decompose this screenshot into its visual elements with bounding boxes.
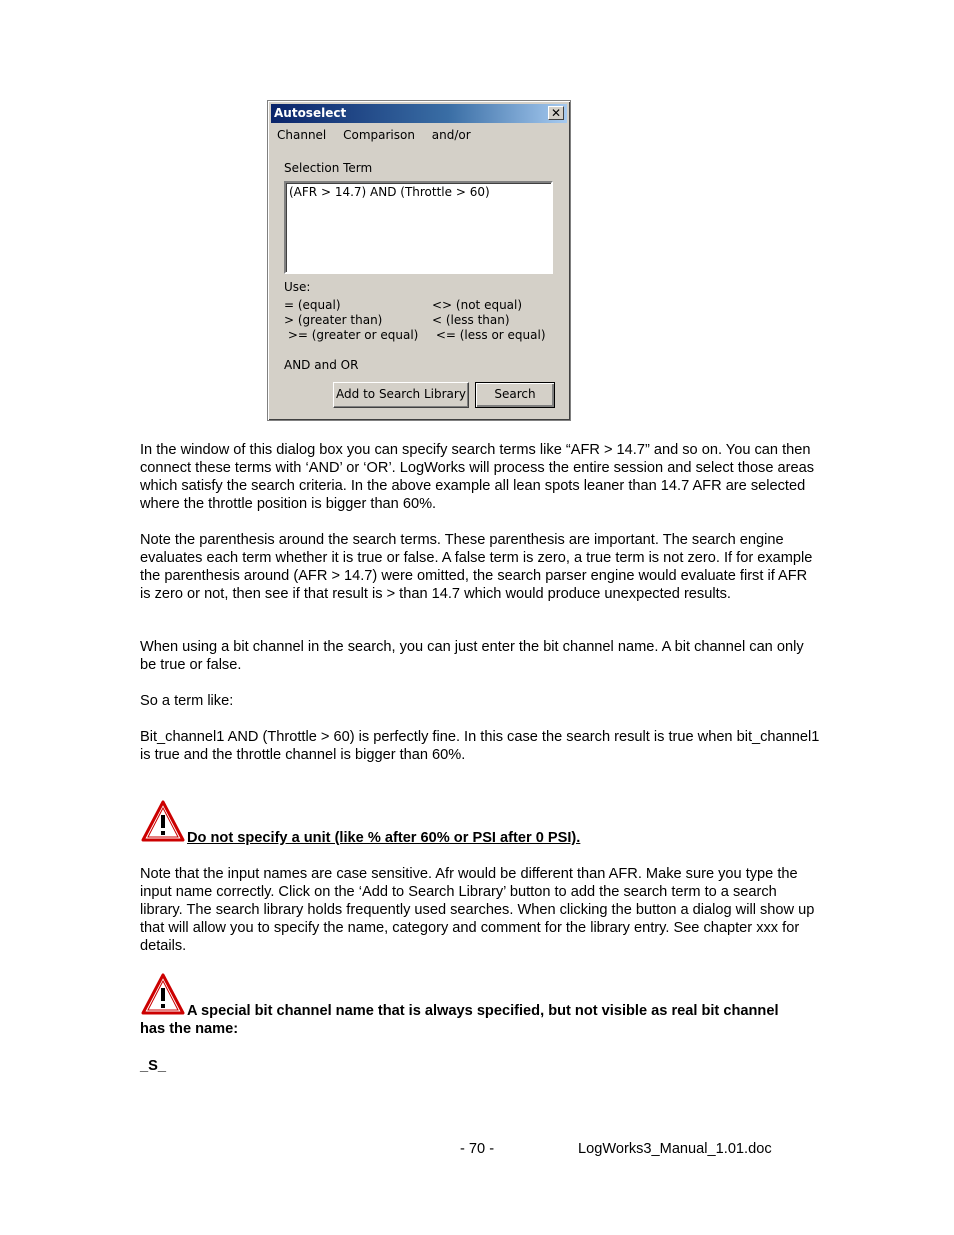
use-label: Use:	[284, 280, 311, 294]
paragraph-intro: In the window of this dialog box you can specify search terms like “AFR > 14.7” and so on. You can then connect these terms with ‘AND’ or ‘OR’. LogWorks will process the entire session and select those areas which satisfy the search criteria. In the above example all lean spots leaner than 14.7 AFR are selected where the throttle position is bigger than 60%.	[140, 442, 815, 512]
autoselect-dialog	[267, 100, 571, 421]
menu-and-or[interactable]: and/or	[431, 128, 471, 142]
warning-special-channel-text: A special bit channel name that is always specified, but not visible as real bit channel has the name:	[140, 1003, 779, 1037]
menu-comparison[interactable]: Comparison	[343, 128, 415, 142]
operator-greater-equal: >= (greater or equal)	[284, 328, 419, 342]
search-button[interactable]: Search	[475, 382, 555, 408]
add-to-search-library-button[interactable]: Add to Search Library	[333, 382, 469, 408]
dialog-menubar	[277, 128, 484, 144]
operator-not-equal: <> (not equal)	[432, 298, 523, 312]
operator-equal: = (equal)	[284, 298, 341, 312]
warning-unit-text: Do not specify a unit (like % after 60% or PSI after 0 PSI).	[187, 830, 581, 846]
page-number: - 70 -	[460, 1141, 495, 1157]
paragraph-bit-example: Bit_channel1 AND (Throttle > 60) is perfectly fine. In this case the search result is true when bit_channel1 is true and the throttle channel is bigger than 60%.	[140, 729, 820, 763]
document-filename: LogWorks3_Manual_1.01.doc	[578, 1141, 772, 1157]
warning-triangle-icon	[141, 800, 185, 842]
selection-term-label: Selection Term	[284, 161, 373, 175]
operator-less-equal: <= (less or equal)	[432, 328, 546, 342]
paragraph-bit-channel: When using a bit channel in the search, you can just enter the bit channel name. A bit channel can only be true or false.	[140, 639, 804, 673]
close-icon[interactable]: ✕	[548, 106, 564, 120]
paragraph-parenthesis: Note the parenthesis around the search terms. These parenthesis are important. The search engine evaluates each term whether it is true or false. A false term is zero, a true term is not zero. If for example the parenthesis around (AFR > 14.7) were omitted, the search parser engine would evaluate first if AFR is zero or not, then see if that result is > than 14.7 which would produce unexpected results.	[140, 532, 813, 602]
special-channel-name: _S_	[140, 1058, 166, 1074]
operator-less: < (less than)	[432, 313, 510, 327]
paragraph-term-like: So a term like:	[140, 693, 234, 709]
selection-term-input[interactable]: (AFR > 14.7) AND (Throttle > 60)	[284, 181, 553, 274]
menu-channel[interactable]: Channel	[277, 128, 327, 142]
dialog-titlebar[interactable]	[271, 104, 567, 123]
operator-greater: > (greater than)	[284, 313, 383, 327]
dialog-title: Autoselect	[274, 106, 347, 120]
and-or-label: AND and OR	[284, 358, 359, 372]
paragraph-case-sensitive: Note that the input names are case sensitive. Afr would be different than AFR. Make sure you type the input name correctly. Click on the ‘Add to Search Library’ button to add the search term to a search library. The search library holds frequently used searches. When clicking the button a dialog will show up that will allow you to specify the name, category and comment for the library entry. See chapter xxx for details.	[140, 866, 815, 954]
